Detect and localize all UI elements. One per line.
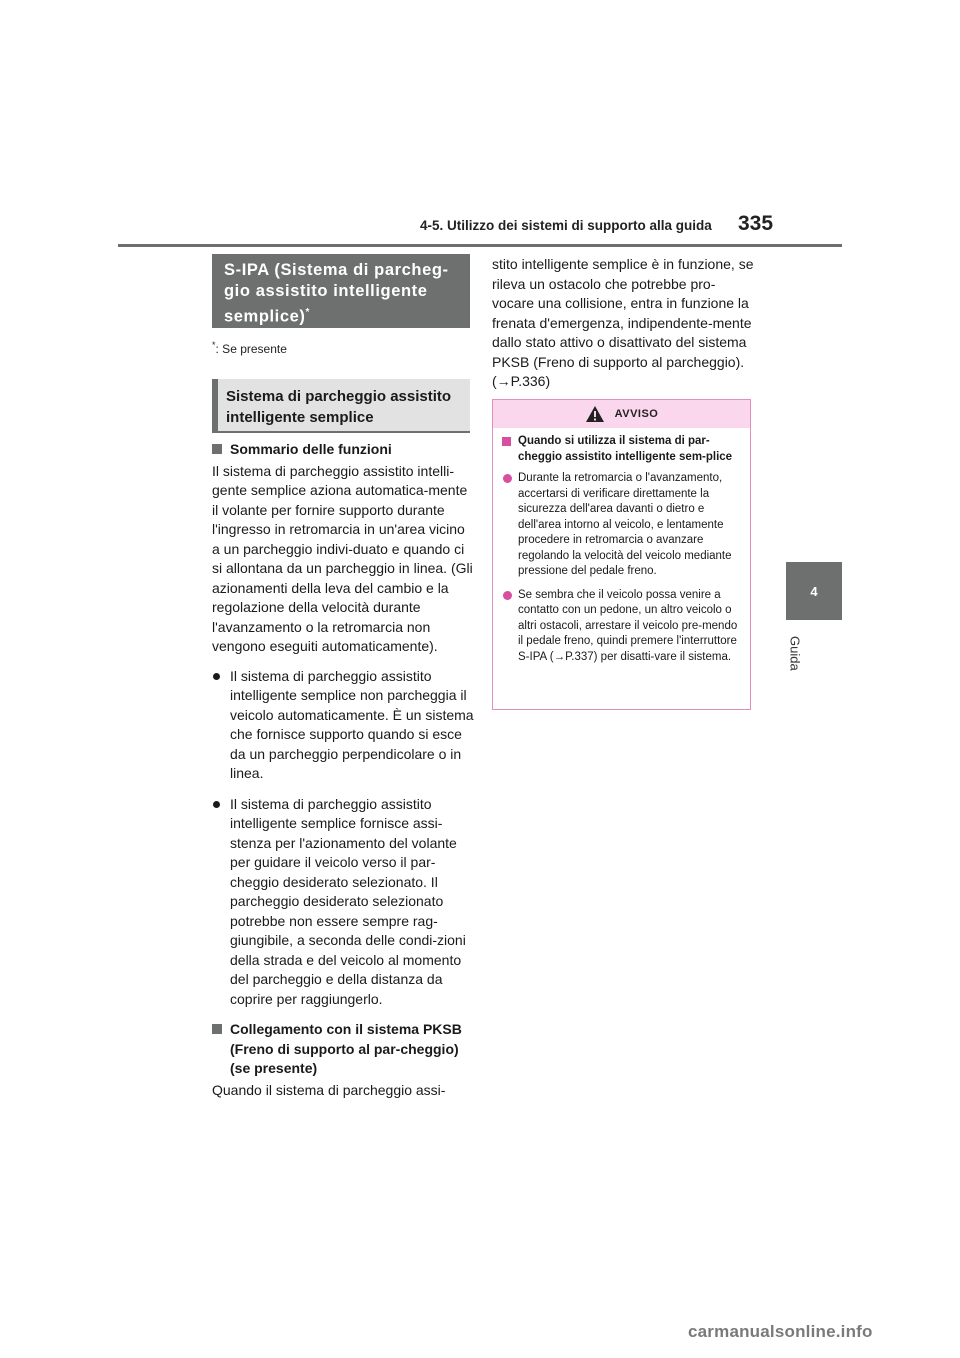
page-title-text: S-IPA (Sistema di parcheg-gio assistito intelligente semplice) xyxy=(224,261,449,326)
warning-heading-text: Quando si utilizza il sistema di par-cheggio assistito intelligente sem-plice xyxy=(518,435,733,463)
pksb-paragraph-cont: stito intelligente semplice è in funzione, se rileva un ostacolo che potrebbe pro-vocare una collisione, entra in funzione la frenata d'emergenza, indipendente-mente dallo stato attivo o disattivato del sistema PKSB (Freno di supporto al parcheggio). (→P.336) xyxy=(492,256,754,389)
section-heading-pksb xyxy=(212,1020,474,1079)
list-item-text: Il sistema di parcheggio assistito intelligente semplice non parcheggia il veicolo automaticamente. È un sistema che fornisce supporto quando si esce da un parcheggio perpendicolare o in linea. xyxy=(230,667,474,781)
warning-header xyxy=(493,400,750,428)
footnote-text: : Se presente xyxy=(215,342,287,356)
square-bullet-icon xyxy=(212,444,222,454)
warning-item-text: Durante la retromarcia o l'avanzamento, accertarsi di verificare direttamente la sicurezza dell'area davanti o dietro e dell'area intorno al veicolo, e lentamente procedere in retromarcia o avanzare regolando la velocità del veicolo mediante pressione del pedale freno. xyxy=(518,472,732,577)
list-item xyxy=(212,667,474,784)
warning-body xyxy=(493,428,750,665)
warning-box xyxy=(492,399,751,710)
warning-heading xyxy=(502,434,742,465)
warning-triangle-icon xyxy=(585,405,605,423)
section-heading-text: Sommario delle funzioni xyxy=(230,441,392,457)
title-footnote-marker: * xyxy=(305,307,311,318)
bullet-dot-icon xyxy=(213,801,220,808)
bullet-dot-icon xyxy=(213,673,220,680)
right-column xyxy=(492,255,754,402)
section-heading-summary xyxy=(212,440,474,460)
warning-title: AVVISO xyxy=(614,408,659,420)
left-column xyxy=(212,440,474,1110)
warning-item xyxy=(502,588,742,666)
summary-paragraph: Il sistema di parcheggio assistito intelli-gente semplice aziona automatica-mente il volante per fornire supporto durante l'ingresso in retromarcia in un'area vicino a un parcheggio indivi-duato e quando ci si allontana da un parcheggio in linea. (Gli azionamenti della leva del cambio e la regolazione della velocità durante l'avanzamento o la retromarcia non vengono eseguiti automaticamente). xyxy=(212,462,473,654)
footnote xyxy=(212,340,287,356)
bullet-dot-icon xyxy=(503,474,512,483)
warning-item-text: Se sembra che il veicolo possa venire a contatto con un pedone, un altro veicolo o altri ostacoli, arrestare il veicolo pre-mendo il pedale freno, quindi premere l'interruttore S-IPA (→P.337) per disatti-vare il sistema. xyxy=(518,588,738,663)
list-item-text: Il sistema di parcheggio assistito intelligente semplice fornisce assi-stenza per l'azionamento del volante per guidare il veicolo verso il par-cheggio desiderato selezionato. Il parcheggio desiderato selezionato potrebbe non essere sempre rag-giungibile, a seconda delle condi-zioni della strada e del veicolo al momento del parcheggio e della distanza da coprire per raggiungerlo. xyxy=(230,795,466,1007)
list-item xyxy=(212,795,474,1010)
page-number: 335 xyxy=(738,212,774,235)
section-heading-text: Collegamento con il sistema PKSB (Freno di supporto al par-cheggio) (se presente) xyxy=(230,1021,462,1076)
bullet-dot-icon xyxy=(503,591,512,600)
square-bullet-icon xyxy=(502,437,511,446)
chapter-label: Guida xyxy=(787,635,803,671)
warning-item xyxy=(502,471,742,580)
page-title xyxy=(212,254,470,328)
watermark: carmanualsonline.info xyxy=(688,1322,873,1341)
chapter-tab[interactable]: 4 xyxy=(786,562,842,620)
header-rule xyxy=(118,244,842,247)
square-bullet-icon xyxy=(212,1024,222,1034)
section-header: 4-5. Utilizzo dei sistemi di supporto alla guida xyxy=(420,218,712,233)
subtitle: Sistema di parcheggio assistito intelligente semplice xyxy=(212,379,470,433)
pksb-paragraph-start: Quando il sistema di parcheggio assi- xyxy=(212,1081,446,1098)
footnote-marker: * xyxy=(212,340,216,350)
